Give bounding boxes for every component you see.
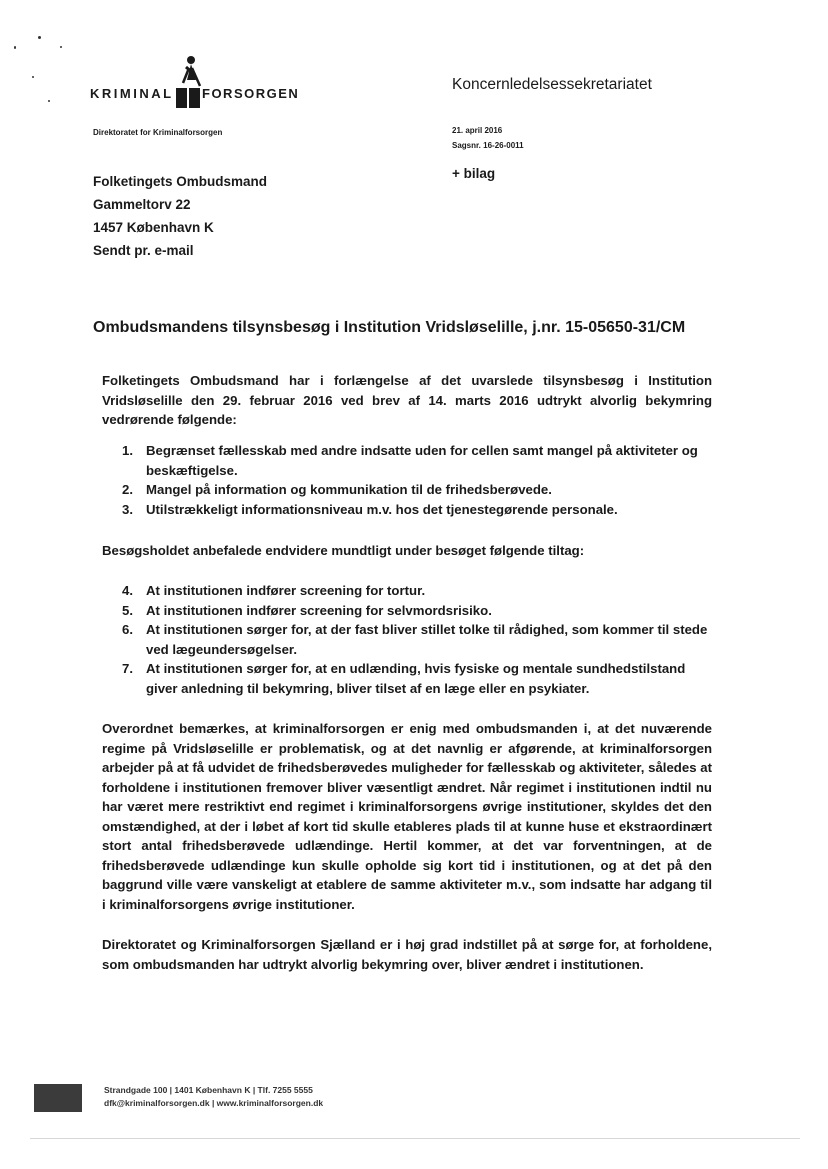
list-number: 5. — [122, 602, 133, 618]
list-text: Begrænset fællesskab med andre indsatte uden for cellen samt mangel på aktiviteter og beskæftigelse. — [146, 443, 698, 478]
list-number: 6. — [122, 622, 133, 637]
list-item — [122, 441, 712, 480]
list-text: Mangel på information og kommunikation til de frihedsberøvede. — [146, 482, 552, 497]
footer-web: dfk@kriminalforsorgen.dk | www.kriminalforsorgen.dk — [104, 1098, 324, 1108]
list-number: 1. — [122, 443, 133, 458]
list-number: 4. — [122, 583, 133, 598]
list-item — [122, 480, 712, 500]
logo-text-right: FORSORGEN — [202, 86, 300, 101]
paragraph-response: Overordnet bemærkes, at kriminalforsorgen er enig med ombudsmanden i, at det nuværende regime på Vridsløselille er problematisk, og at det navnlig er afgørende, at kriminalforsorgen arbejder på at få udvidet de frihedsberøvedes muligheder for fællesskab og aktiviteter, således at forholdene i institutionen fremover bliver væsentligt ændret. Når regimet i institutionen indtil nu har været mere restriktivt end regimet i kriminalforsorgens øvrige institutioner, skyldes det den omstændighed, at der i løbet af kort tid skulle etableres plads til at kunne huse et ekstraordinært stort antal frihedsberøvede udlændinge. Hertil kommer, at det var forventningen, at de frihedsberøvede udlændinge kun skulle opholde sig kort tid i institutionen, og at det på den baggrund ville være vanskeligt at etablere de samme aktiviteter m.v., som indsatte har adgang til i kriminalforsorgens øvrige institutioner. — [102, 721, 712, 912]
list-text: Utilstrækkeligt informationsniveau m.v. hos det tjenestegørende personale. — [146, 501, 618, 517]
recipient-address — [93, 170, 267, 262]
list-item — [122, 601, 712, 621]
footer-color-block — [34, 1084, 82, 1112]
letter-subject: Ombudsmandens tilsynsbesøg i Institution Vridsløselille, j.nr. 15-05650-31/CM — [93, 319, 686, 336]
attachment-note: + bilag — [452, 166, 496, 181]
logo-text-left: KRIMINAL — [90, 86, 174, 101]
paragraph-recommendations: Besøgsholdet anbefalede endvidere mundtligt under besøget følgende tiltag: — [102, 543, 585, 558]
list-number: 7. — [122, 661, 133, 676]
list-item — [122, 500, 712, 520]
list-item — [122, 659, 712, 698]
case-number: Sagsnr. 16-26-0011 — [452, 141, 524, 150]
footer-address: Strandgade 100 | 1401 København K | Tlf. 7255 5555 — [104, 1085, 313, 1095]
footer-contact — [104, 1084, 323, 1110]
directorate-name: Direktoratet for Kriminalforsorgen — [93, 128, 223, 137]
paragraph-intro: Folketingets Ombudsmand har i forlængelse af det uvarslede tilsynsbesøg i Institution Vridsløselille den 29. februar 2016 ved brev af 14. marts 2016 udtrykt alvorlig bekymring vedrørende følgende: — [102, 373, 712, 427]
list-number: 3. — [122, 501, 133, 517]
bottom-divider — [30, 1138, 800, 1139]
letter-meta — [452, 123, 524, 153]
logo-figure-icon — [170, 52, 206, 108]
list-text: At institutionen sørger for, at der fast bliver stillet tolke til rådighed, som kommer til stede ved lægeundersøgelser. — [146, 622, 708, 657]
list-item — [122, 620, 712, 659]
letter-date: 21. april 2016 — [452, 126, 503, 135]
recommendations-list — [122, 581, 712, 698]
department-name: Koncernledelsessekretariatet — [452, 76, 652, 93]
concerns-list — [122, 441, 712, 519]
delivery-method: Sendt pr. e-mail — [93, 243, 194, 258]
recipient-city: 1457 København K — [93, 220, 214, 235]
list-text: At institutionen indfører screening for selvmordsrisiko. — [146, 602, 492, 618]
list-text: At institutionen sørger for, at en udlænding, hvis fysiske og mentale sundhedstilstand giver anledning til bekymring, bliver tilset af en læge eller en psykiater. — [146, 661, 686, 696]
list-text: At institutionen indfører screening for tortur. — [146, 583, 426, 598]
list-item — [122, 581, 712, 601]
list-number: 2. — [122, 482, 133, 497]
recipient-street: Gammeltorv 22 — [93, 197, 191, 212]
recipient-name: Folketingets Ombudsmand — [93, 174, 268, 189]
paragraph-commitment: Direktoratet og Kriminalforsorgen Sjælland er i høj grad indstillet på at sørge for, at forholdene, som ombudsmanden har udtrykt alvorlig bekymring over, bliver ændret i institutionen. — [102, 937, 712, 972]
